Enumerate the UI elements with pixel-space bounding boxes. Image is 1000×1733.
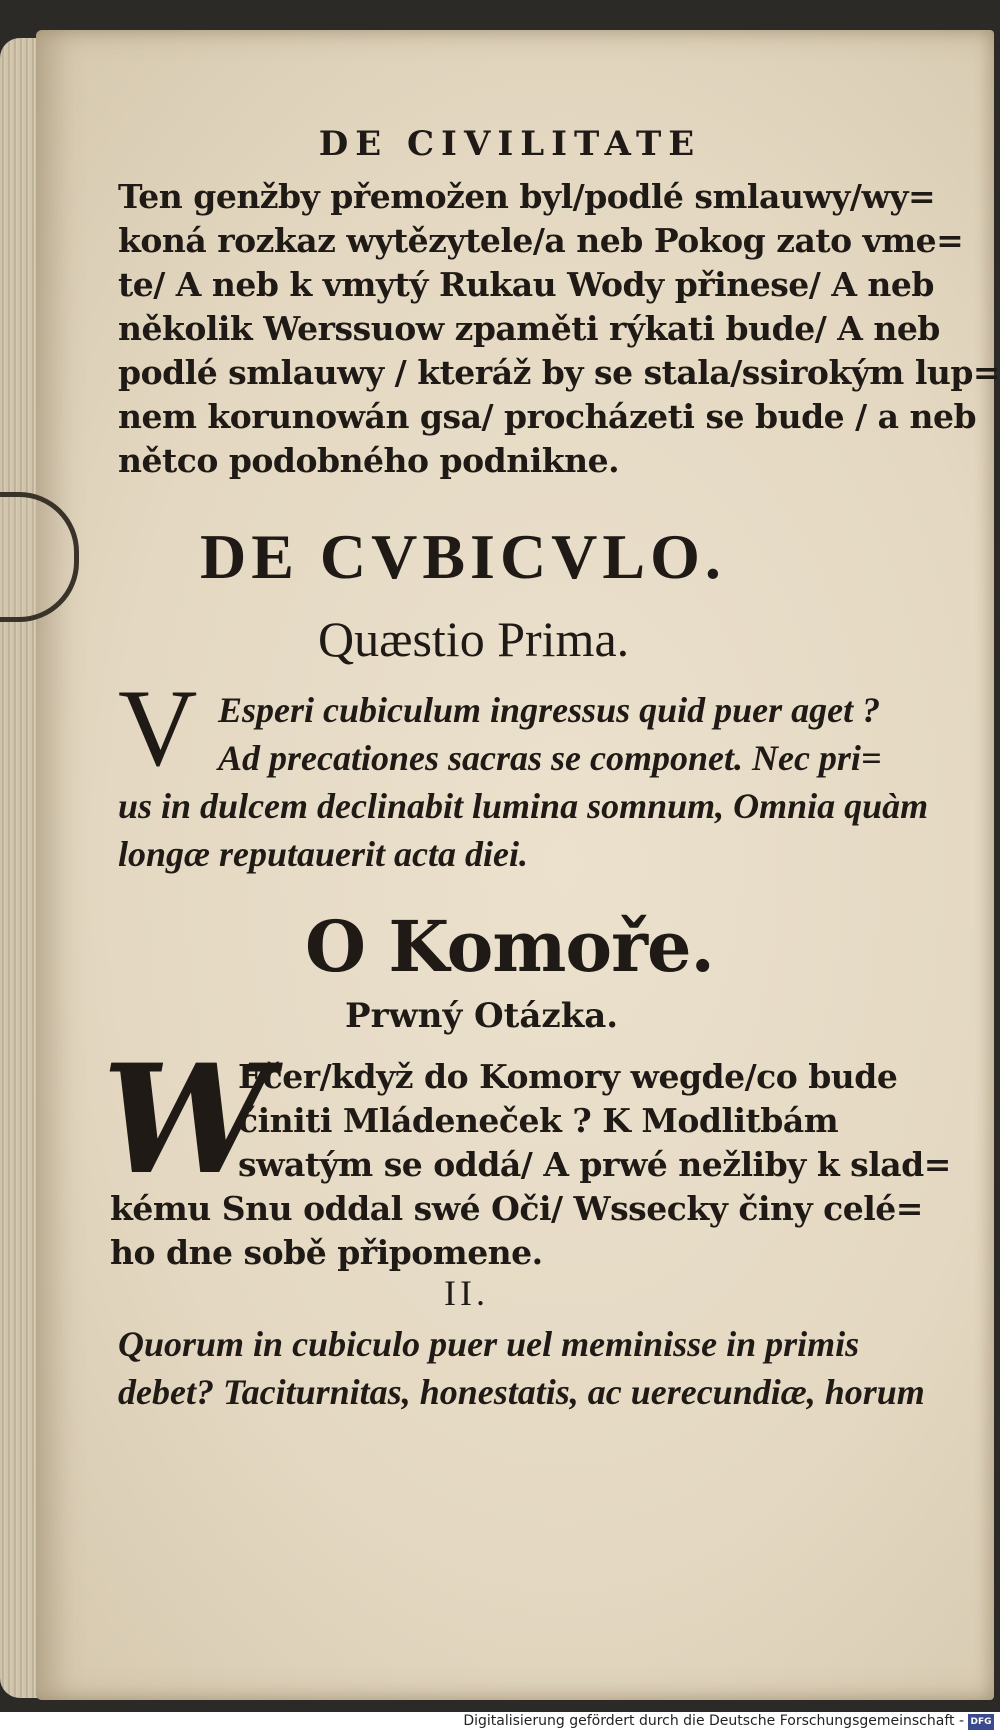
section-numeral: II. [444,1273,489,1313]
text-line: koná rozkaz wytězytele/a neb Pokog zato vme= [118,221,964,260]
latin-paragraph-1 [118,686,929,878]
text-line: Ten genžby přemožen byl/podlé smlauwy/wy= [118,177,936,216]
text-line: us in dulcem declinabit lumina somnum, Omnia quàm [118,786,929,826]
text-line: Ad precationes sacras se componet. Nec pri= [218,738,882,778]
text-line: nem korunowán gsa/ procházeti se bude / a neb [118,397,977,436]
section-heading-czech: O Komoře. [305,905,714,988]
footer-credit: Digitalisierung gefördert durch die Deutsche Forschungsgemeinschaft - [463,1713,964,1729]
text-line: činiti Mládeneček ? K Modlitbám [238,1101,839,1140]
text-line: podlé smlauwy / kteráž by se stala/ssirokým lup= [118,353,1000,392]
czech-drop-cap: W [102,1032,271,1208]
text-line: swatým se oddá/ A prwé nežliby k slad= [238,1145,951,1184]
section-heading-latin: DE CVBICVLO. [200,521,726,592]
czech-paragraph-2 [110,1055,951,1275]
text-line: ho dne sobě připomene. [110,1233,543,1272]
text-line: te/ A neb k vmytý Rukau Wody přinese/ A neb [118,265,934,304]
text-line: kému Snu oddal swé Oči/ Wssecky činy celé= [110,1189,923,1228]
text-line: longæ reputauerit acta diei. [118,834,529,874]
text-line: Quorum in cubiculo puer uel meminisse in primis [118,1324,860,1364]
question-heading-latin: Quæstio Prima. [318,611,630,667]
text-line: Ečer/když do Komory wegde/co bude [238,1057,898,1096]
czech-paragraph-1 [118,175,1000,483]
dfg-logo: DFG [968,1714,994,1730]
text-line: nětco podobného podnikne. [118,441,620,480]
question-heading-czech: Prwný Otázka. [345,996,619,1036]
text-line: několik Werssuow zpaměti rýkati bude/ A neb [118,309,940,348]
text-line: debet? Taciturnitas, honestatis, ac uerecundiæ, horum [118,1372,925,1412]
latin-paragraph-2 [118,1320,925,1416]
running-head: DE CIVILITATE [318,124,702,164]
text-line: Esperi cubiculum ingressus quid puer aget ? [218,690,881,730]
latin-drop-cap: V [118,667,198,789]
